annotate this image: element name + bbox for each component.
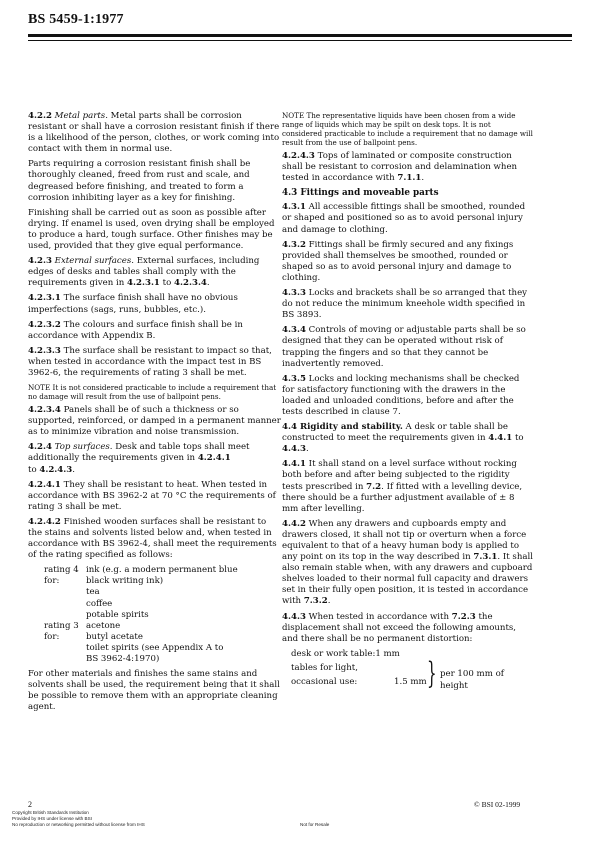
clause-text: Controls of moving or adjustable parts shall be so designed that they can be operated without risk of trapping the fingers and so that they cannot be inadvertently removed. [282, 325, 526, 369]
clause-ref: 4.2.4.1 [197, 453, 231, 464]
clause-title: Metal parts. [54, 111, 108, 121]
clause-text: Fittings shall be firmly secured and any fixings provided shall themselves be smoothed, rounded or shaped so as to avoid personal injury and damage to clothing. [282, 239, 514, 283]
clause-text: They shall be resistant to heat. When tested in accordance with BS 3962-2 at 70 °C the requirements of rating 3 shall be met. [28, 479, 276, 512]
paragraph: Finishing shall be carried out as soon as possible after drying. If enamel is used, oven drying shall be employed to produce a hard, tough surface. Other finishes may be used, provided that they give equal performance. [28, 207, 275, 252]
note: NOTE The representative liquids have been chosen from a wide range of liquids which may be spilt on desk tops. It is not considered practicable to include a requirement that no damage will result from the use of ballpoint pens. [282, 111, 533, 147]
clause-4-4-3 [282, 612, 533, 645]
resale-notice: Not for Resale [300, 822, 330, 827]
clause-text: . [305, 444, 309, 455]
clause-text: to [28, 464, 40, 475]
rating-items [86, 621, 281, 665]
header-rule-thin [28, 40, 572, 41]
list-item: coffee [86, 598, 113, 609]
clause-4-3-3 [282, 288, 533, 321]
header-rule-thick [28, 34, 572, 37]
clause-text: The colours and surface finish shall be in accordance with Appendix B. [28, 319, 243, 341]
table-row: desk or work table:1 mm [291, 648, 400, 659]
clause-text: . If fitted with a levelling device, there should be a further adjustment available of ± 8 mm after levelling. [282, 481, 523, 514]
list-item: black writing ink) [86, 576, 164, 587]
rating-3-list [28, 621, 281, 665]
paragraph: Parts requiring a corrosion resistant finish shall be thoroughly cleaned, freed from rust and scale, and degreased before finishing, and treated to form a corrosion inhibiting layer as a key for finishing. [28, 159, 251, 203]
clause-number: 4.3.1 [282, 202, 306, 213]
rating-items [86, 565, 281, 620]
page-number: 2 [28, 800, 32, 809]
clause-4-3-1 [282, 202, 533, 235]
clause-4-4-2 [282, 519, 533, 608]
clause-text: All accessible fittings shall be smoothed, rounded or shaped and positioned so as to avoid personal injury and damage to clothing. [282, 202, 526, 235]
clause-text: It shall stand on a level surface without rocking both before and after being subjected to the rigidity tests prescribed in [282, 459, 517, 492]
clause-number: 4.2.3 [28, 256, 52, 267]
clause-4-3-5 [282, 374, 533, 418]
clause-text: . It shall also remain stable when, with any drawers and cupboard shelves loaded to their normal full capacity and drawers set in their fully open position, it is tested in accordance with [282, 552, 533, 607]
paragraph: For other materials and finishes the same stains and solvents shall be used, the requirement being that it shall be possible to remove them with an appropriate cleaning agent. [28, 669, 280, 713]
section-heading: 4.3 Fittings and moveable parts [282, 188, 439, 199]
clause-text: . [421, 173, 425, 184]
clause-title: 4.4 Rigidity and stability. [282, 422, 403, 433]
clause-4-3-4 [282, 325, 533, 369]
document-header: BS 5459-1:1977 [28, 12, 124, 27]
clause-text: Locks and locking mechanisms shall be checked for satisfactory functioning with the drawers in the loaded and unloaded conditions, before and after the tests described in clause 7. [282, 373, 520, 417]
clause-number: 4.4.3 [282, 611, 306, 622]
clause-text: Panels shall be of such a thickness or so supported, reinforced, or damped in a permanent manner as to minimize vibration and noise transmission. [28, 405, 281, 438]
clause-number: 4.2.4 [28, 442, 52, 453]
list-item: butyl acetate [86, 631, 143, 642]
rating-label: rating 3 for: [44, 620, 79, 642]
rating-label: rating 4 for: [44, 565, 79, 587]
table-unit: per 100 mm of [440, 668, 504, 679]
clause-number: 4.2.3.4 [28, 405, 61, 416]
clause-4-2-4-1 [28, 480, 281, 513]
table-unit: height [440, 680, 468, 691]
clause-text: A desk or table shall be constructed to meet the requirements given in [282, 422, 508, 444]
clause-ref: 4.2.4.3 [39, 464, 73, 475]
table-row: tables for light, [291, 662, 358, 673]
clause-4-4-1 [282, 459, 533, 514]
copyright-notice: © BSI 02-1999 [474, 800, 521, 809]
list-item: toilet spirits (see Appendix A to [86, 642, 224, 653]
clause-ref: 7.2 [366, 481, 382, 492]
clause-ref: 4.2.3.1 [127, 278, 160, 289]
clause-title: External surfaces. [54, 256, 134, 267]
list-item: potable spirits [86, 609, 149, 620]
clause-text: to [512, 433, 524, 444]
clause-text: Tops of laminated or composite construction shall be resistant to corrosion and delamination when tested in accordance with [282, 151, 518, 184]
clause-text: When any drawers and cupboards empty and drawers closed, it shall not tip or overturn when a force equivalent to that of a heavy human body is applied to any point on its top in the way described in [282, 518, 527, 563]
clause-text: Locks and brackets shall be so arranged that they do not reduce the minimum kneehole width specified in BS 3893. [282, 288, 528, 321]
clause-text: . [72, 464, 75, 475]
clause-text: the displacement shall not exceed the following amounts, and there shall be no permanent distortion: [282, 611, 517, 644]
left-column [28, 111, 281, 718]
clause-text: . [327, 596, 331, 607]
clause-ref: 7.2.3 [451, 611, 476, 622]
list-item: tea [86, 587, 100, 598]
clause-text: Metal parts shall be corrosion resistant or shall have a corrosion resistant finish if there is a likelihood of the person, clothes, or work coming into contact with them in normal use. [28, 111, 280, 155]
clause-ref: 4.2.3.4 [174, 278, 207, 289]
clause-text: The surface shall be resistant to impact so that, when tested in accordance with the impact test in BS 3962-6, the requirements of rating 3 shall be met. [28, 345, 272, 378]
clause-number: 4.2.3.3 [28, 345, 61, 356]
clause-number: 4.3.3 [282, 288, 306, 299]
clause-number: 4.2.3.2 [28, 319, 61, 330]
clause-4-2-2 [28, 111, 281, 155]
clause-number: 4.4.1 [282, 459, 306, 470]
clause-text: External surfaces, including edges of desks and tables shall comply with the requirements given in [28, 256, 260, 289]
displacement-table [291, 649, 533, 693]
clause-4-2-4-3 [282, 151, 533, 184]
right-column [282, 111, 533, 693]
clause-text: to [159, 278, 175, 289]
clause-number: 4.2.3.1 [28, 293, 61, 304]
clause-number: 4.4.2 [282, 518, 306, 529]
clause-number: 4.3.2 [282, 239, 306, 250]
clause-4-2-3-1 [28, 293, 281, 315]
list-item: ink (e.g. a modern permanent blue [86, 565, 238, 576]
brace-icon: } [427, 655, 437, 691]
clause-number: 4.2.4.2 [28, 516, 61, 527]
clause-number: 4.3.5 [282, 373, 306, 384]
rating-4-list [28, 565, 281, 620]
clause-number: 4.2.4.3 [282, 151, 315, 161]
license-line: Provided by IHS under license with BSI [12, 816, 92, 821]
clause-number: 4.3.4 [282, 325, 306, 336]
license-line: Copyright British Standards Institution [12, 810, 89, 815]
clause-4-4 [282, 422, 533, 455]
clause-4-2-3-2 [28, 320, 281, 342]
clause-text: Desk and table tops shall meet additionally the requirements given in [28, 442, 250, 464]
clause-4-2-3-4 [28, 405, 281, 438]
clause-ref: 7.3.1 [473, 552, 498, 563]
license-line: No reproduction or networking permitted without license from IHS [12, 822, 145, 827]
clause-text: When tested in accordance with [305, 611, 452, 622]
list-item: acetone [86, 620, 121, 631]
clause-title: Top surfaces. [54, 442, 113, 453]
clause-number: 4.2.2 [28, 111, 52, 121]
clause-ref: 4.4.3 [282, 444, 306, 455]
table-value: 1.5 mm [394, 676, 427, 687]
clause-text: The surface finish shall have no obvious imperfections (sags, runs, bubbles, etc.). [28, 293, 238, 315]
clause-4-2-4-2 [28, 517, 281, 561]
clause-4-2-4 [28, 442, 281, 475]
clause-ref: 4.4.1 [488, 433, 513, 444]
clause-text: Finished wooden surfaces shall be resistant to the stains and solvents listed below and, when tested in accordance with BS 3962-4, shall meet the requirements of the rating specified as follows: [28, 516, 277, 561]
clause-text: . [206, 278, 210, 289]
clause-4-2-3 [28, 256, 281, 289]
clause-4-3-2 [282, 240, 533, 284]
clause-ref: 7.3.2 [303, 596, 328, 607]
table-row: occasional use: [291, 676, 358, 687]
list-item: BS 3962-4:1970) [86, 654, 160, 665]
note: NOTE It is not considered practicable to include a requirement that no damage will result from the use of ballpoint pens. [28, 383, 277, 402]
clause-number: 4.2.4.1 [28, 479, 61, 490]
clause-4-2-3-3 [28, 346, 281, 379]
clause-ref: 7.1.1 [397, 173, 422, 184]
